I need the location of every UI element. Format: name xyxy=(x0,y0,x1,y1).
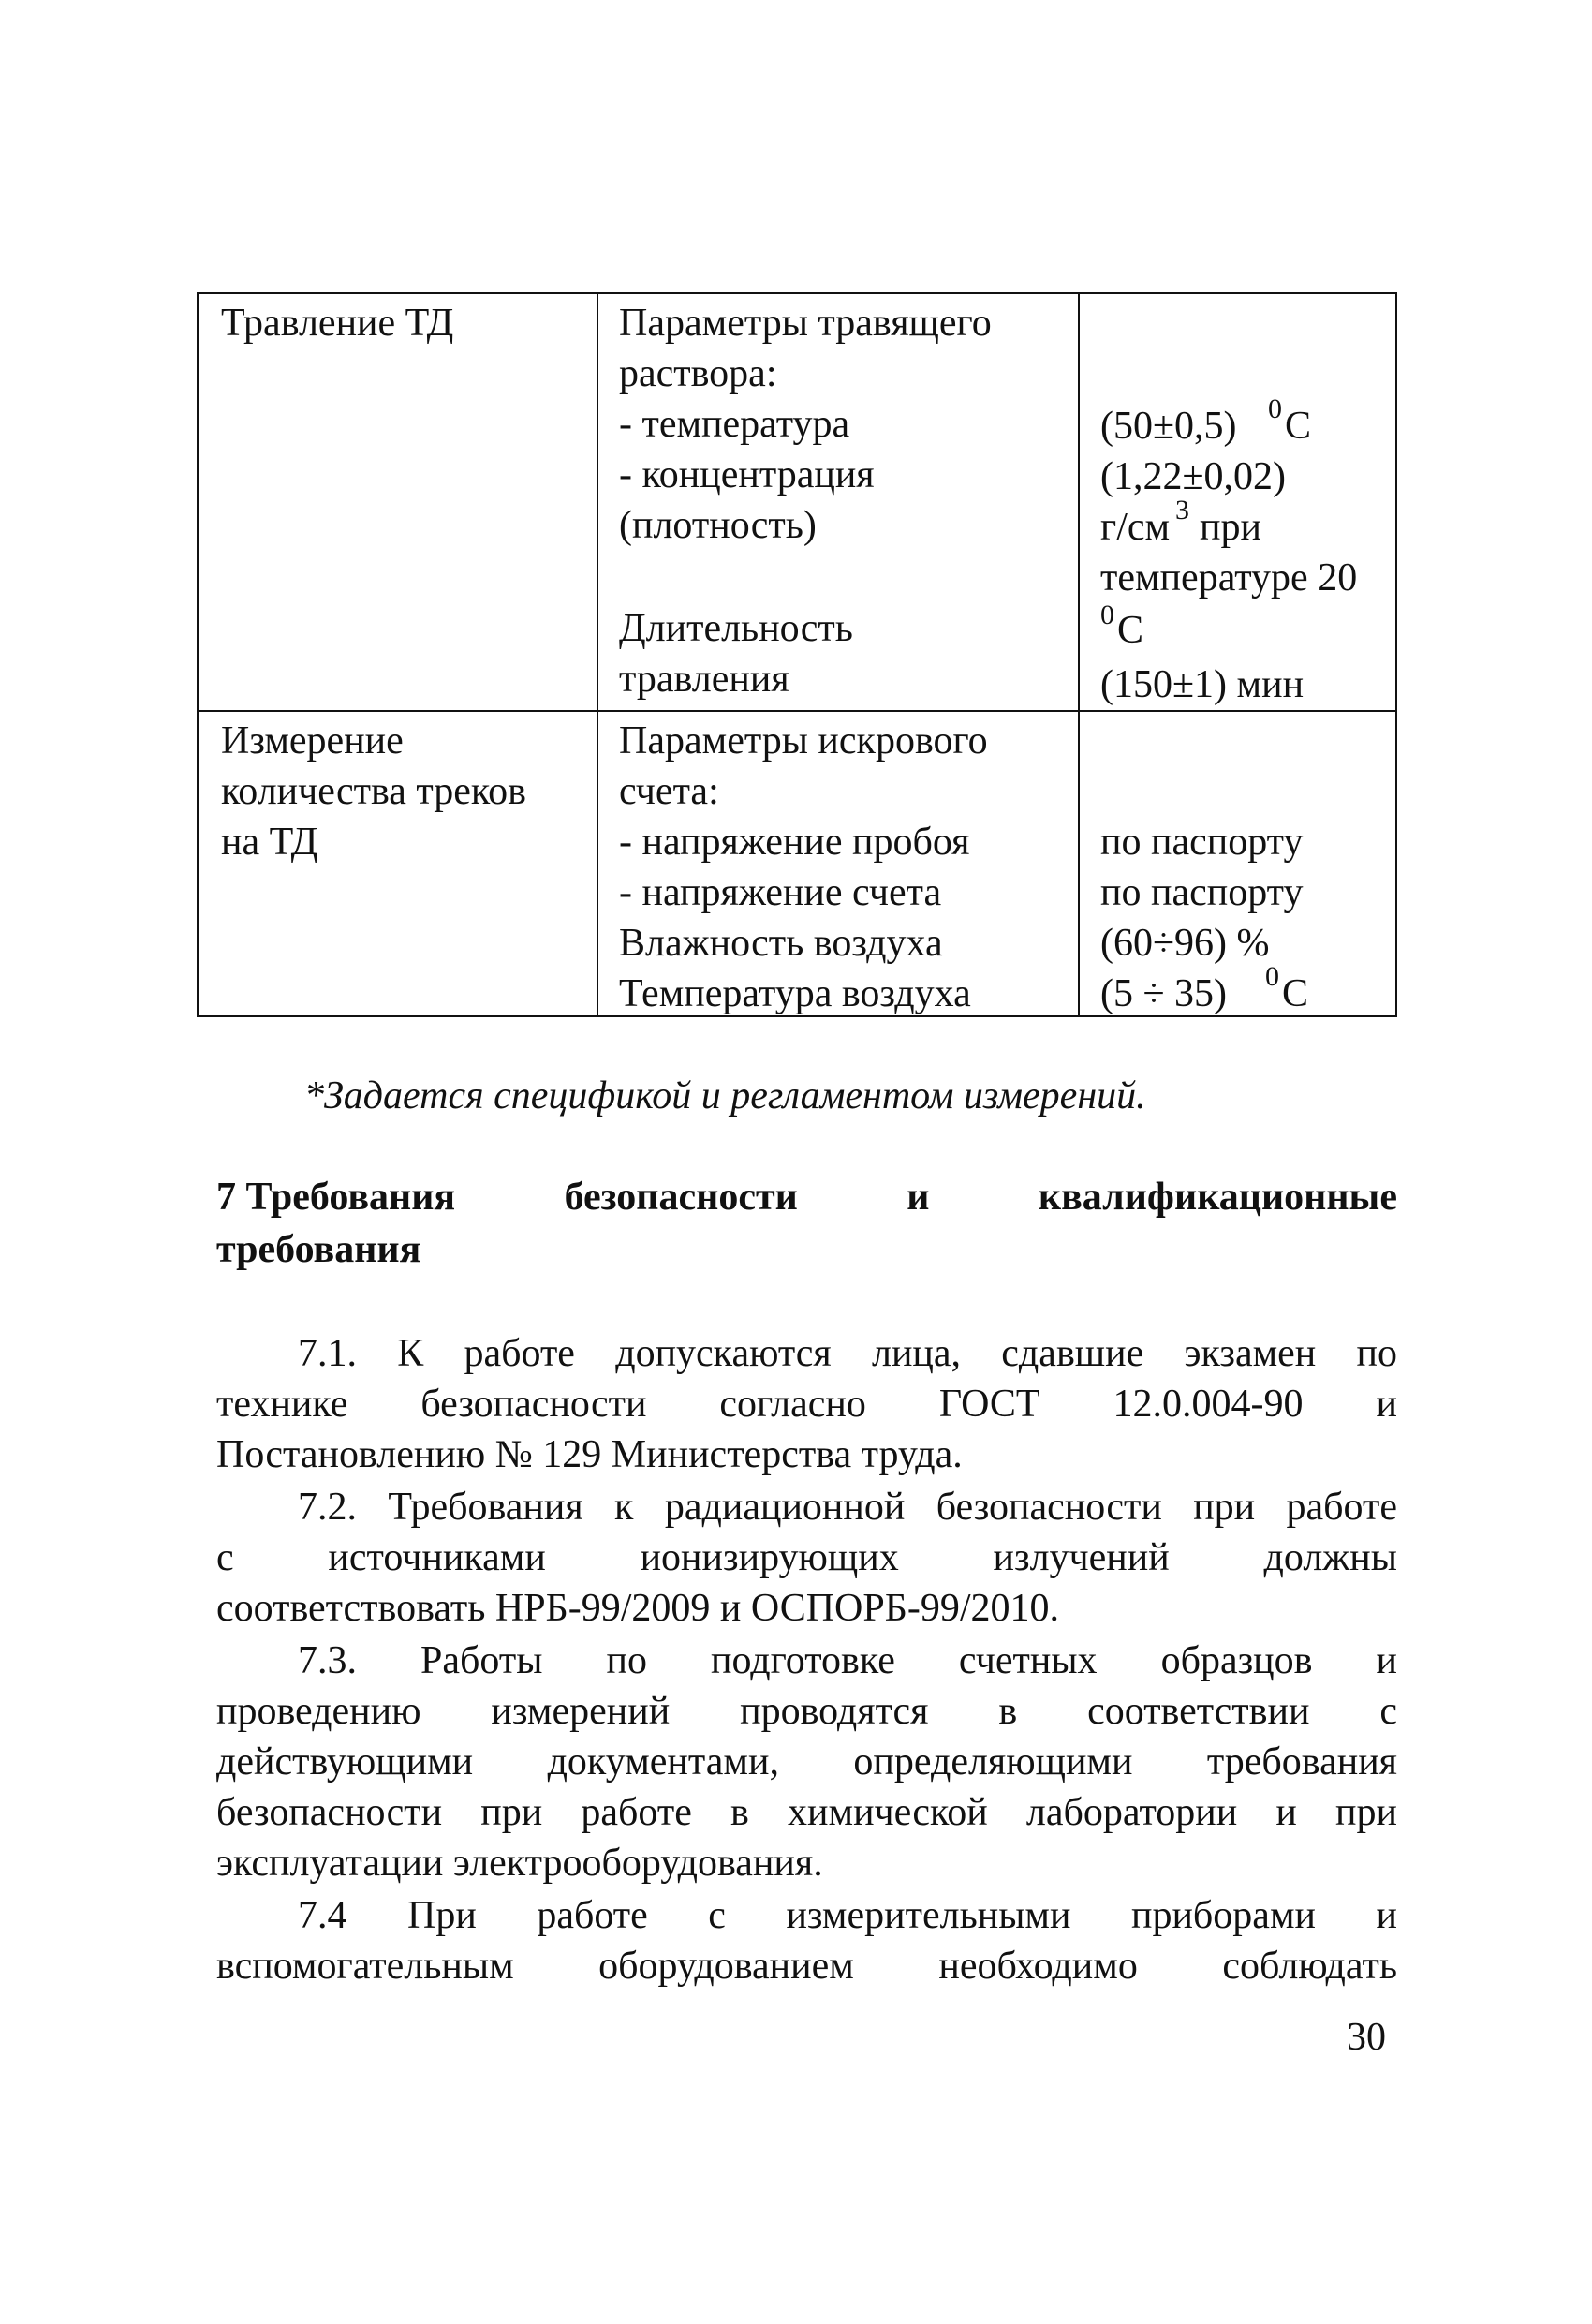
table-cell-operation: Травление ТД xyxy=(221,302,454,345)
paragraph-line: эксплуатации электрооборудования. xyxy=(216,1842,823,1885)
paragraph-line: Постановлению № 129 Министерства труда. xyxy=(216,1433,963,1476)
table-cell-parameter: - напряжение пробоя xyxy=(619,821,970,864)
table-cell-value: С xyxy=(1117,609,1144,652)
table-cell-parameter: - напряжение счета xyxy=(619,871,942,914)
parameters-table xyxy=(197,292,1397,1017)
table-column-divider xyxy=(597,294,598,1015)
superscript: 0 xyxy=(1100,600,1114,630)
table-cell-parameter: Параметры травящего xyxy=(619,302,992,345)
table-footnote: *Задается спецификой и регламентом измерений. xyxy=(304,1074,1146,1118)
table-cell-value: по паспорту xyxy=(1100,821,1304,864)
paragraph-line: 7.4 При работе с измерительными приборами и xyxy=(298,1894,1397,1937)
table-cell-parameter: Температура воздуха xyxy=(619,972,971,1015)
table-cell-parameter: Влажность воздуха xyxy=(619,922,943,965)
paragraph-line: вспомогательным оборудованием необходимо соблюдать xyxy=(216,1945,1397,1988)
paragraph-line: проведению измерений проводятся в соответствии с xyxy=(216,1690,1397,1733)
table-cell-value: С xyxy=(1285,405,1312,448)
table-cell-value: (60÷96) % xyxy=(1100,922,1270,965)
table-cell-value: при xyxy=(1200,506,1261,549)
table-cell-value: (5 ÷ 35) xyxy=(1100,972,1228,1015)
paragraph-line: действующими документами, определяющими требования xyxy=(216,1740,1397,1784)
table-cell-value: температуре 20 xyxy=(1100,556,1358,600)
heading-word: квалификационные xyxy=(1038,1176,1397,1219)
heading-word: и xyxy=(907,1176,930,1219)
table-cell-parameter: травления xyxy=(619,658,789,701)
paragraph-line: соответствовать НРБ-99/2009 и ОСПОРБ-99/2010. xyxy=(216,1587,1060,1630)
table-cell-parameter: (плотность) xyxy=(619,504,817,547)
paragraph-line: 7.1. К работе допускаются лица, сдавшие экзамен по xyxy=(298,1332,1397,1375)
table-cell-parameter: раствора: xyxy=(619,352,777,395)
heading-word: 7 Требования xyxy=(216,1176,456,1219)
table-cell-value: (150±1) мин xyxy=(1100,663,1305,706)
table-cell-operation: Измерение xyxy=(221,719,404,762)
paragraph-line: безопасности при работе в химической лаборатории и при xyxy=(216,1791,1397,1834)
section-heading xyxy=(216,1171,1397,1223)
table-cell-parameter: Параметры искрового xyxy=(619,719,988,762)
superscript: 3 xyxy=(1175,495,1189,525)
table-cell-value: по паспорту xyxy=(1100,871,1304,914)
table-cell-parameter: - концентрация xyxy=(619,453,875,496)
heading-word: безопасности xyxy=(564,1176,798,1219)
paragraph-line: с источниками ионизирующих излучений должны xyxy=(216,1536,1397,1579)
superscript: 0 xyxy=(1265,961,1279,992)
table-cell-parameter: Длительность xyxy=(619,607,853,650)
table-row-divider xyxy=(199,710,1395,712)
table-cell-value: (1,22±0,02) xyxy=(1100,455,1287,498)
paragraph-line: 7.3. Работы по подготовке счетных образцов и xyxy=(298,1639,1397,1682)
table-cell-value: С xyxy=(1282,972,1309,1015)
superscript: 0 xyxy=(1268,393,1282,424)
table-cell-parameter: счета: xyxy=(619,770,719,813)
table-cell-value: г/см xyxy=(1100,506,1171,549)
paragraph-line: технике безопасности согласно ГОСТ 12.0.004-90 и xyxy=(216,1383,1397,1426)
table-cell-value: (50±0,5) xyxy=(1100,405,1237,448)
table-cell-operation: количества треков xyxy=(221,770,526,813)
table-cell-operation: на ТД xyxy=(221,821,318,864)
paragraph-line: 7.2. Требования к радиационной безопасности при работе xyxy=(298,1486,1397,1529)
table-cell-parameter: - температура xyxy=(619,403,850,446)
table-column-divider xyxy=(1078,294,1080,1015)
section-heading-continued: требования xyxy=(216,1228,421,1271)
page-number: 30 xyxy=(1347,2016,1386,2059)
